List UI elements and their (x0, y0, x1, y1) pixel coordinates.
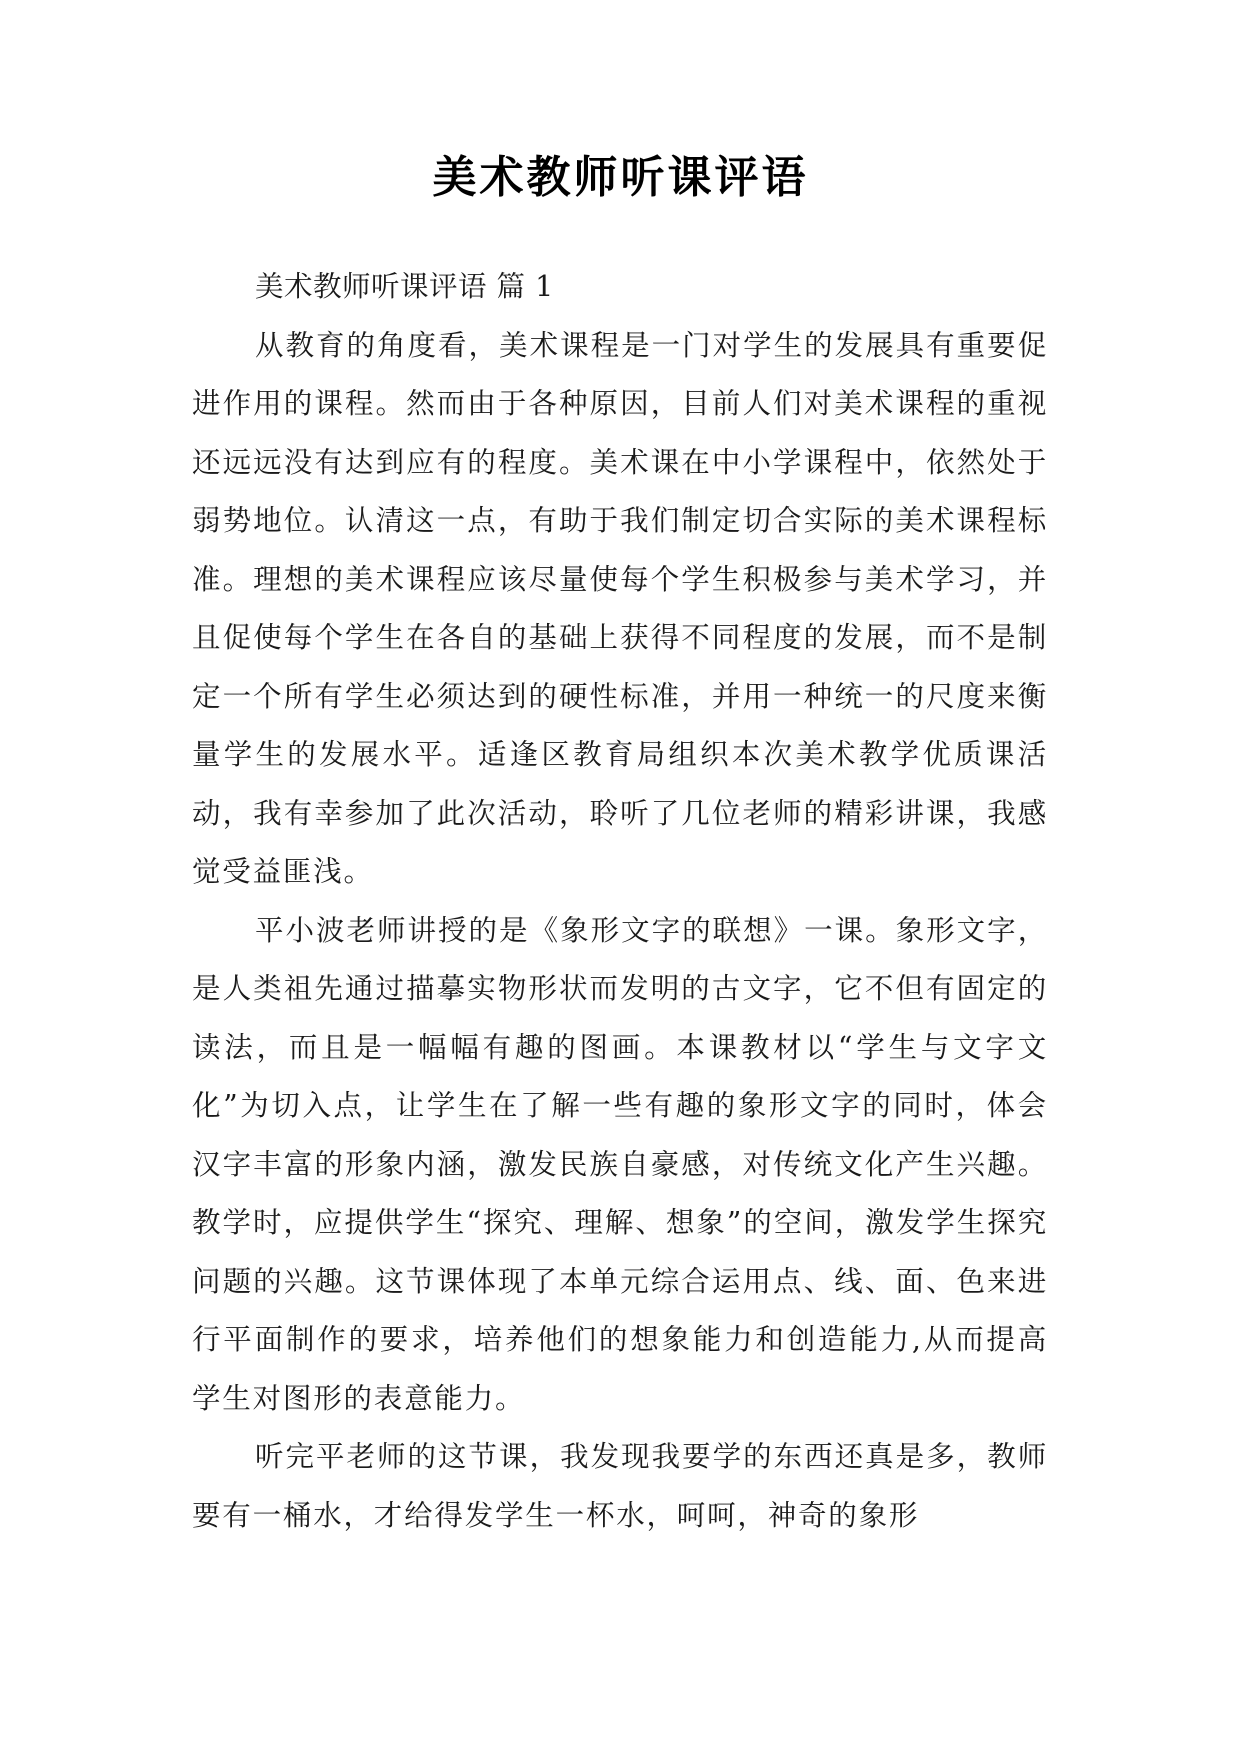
paragraph: 平小波老师讲授的是《象形文字的联想》一课。象形文字，是人类祖先通过描摹实物形状而发明的古文字，它不但有固定的读法，而且是一幅幅有趣的图画。本课教材以“学生与文字文化”为切入点，让学生在了解一些有趣的象形文字的同时，体会汉字丰富的形象内涵，激发民族自豪感，对传统文化产生兴趣。教学时，应提供学生“探究、理解、想象”的空间，激发学生探究问题的兴趣。这节课体现了本单元综合运用点、线、面、色来进行平面制作的要求，培养他们的想象能力和创造能力,从而提高学生对图形的表意能力。 (192, 913, 1048, 1415)
paragraph: 从教育的角度看，美术课程是一门对学生的发展具有重要促进作用的课程。然而由于各种原因，目前人们对美术课程的重视还远远没有达到应有的程度。美术课在中小学课程中，依然处于弱势地位。认清这一点，有助于我们制定切合实际的美术课程标准。理想的美术课程应该尽量使每个学生积极参与美术学习，并且促使每个学生在各自的基础上获得不同程度的发展，而不是制定一个所有学生必须达到的硬性标准，并用一种统一的尺度来衡量学生的发展水平。适逢区教育局组织本次美术教学优质课活动，我有幸参加了此次活动，聆听了几位老师的精彩讲课，我感觉受益匪浅。 (192, 328, 1048, 888)
paragraph: 听完平老师的这节课，我发现我要学的东西还真是多，教师要有一桶水，才给得发学生一杯水，呵呵，神奇的象形 (192, 1440, 1048, 1532)
document-title: 美术教师听课评语 (432, 152, 809, 203)
section-heading: 美术教师听课评语 篇 1 (255, 270, 554, 303)
document-body (192, 258, 1048, 1545)
